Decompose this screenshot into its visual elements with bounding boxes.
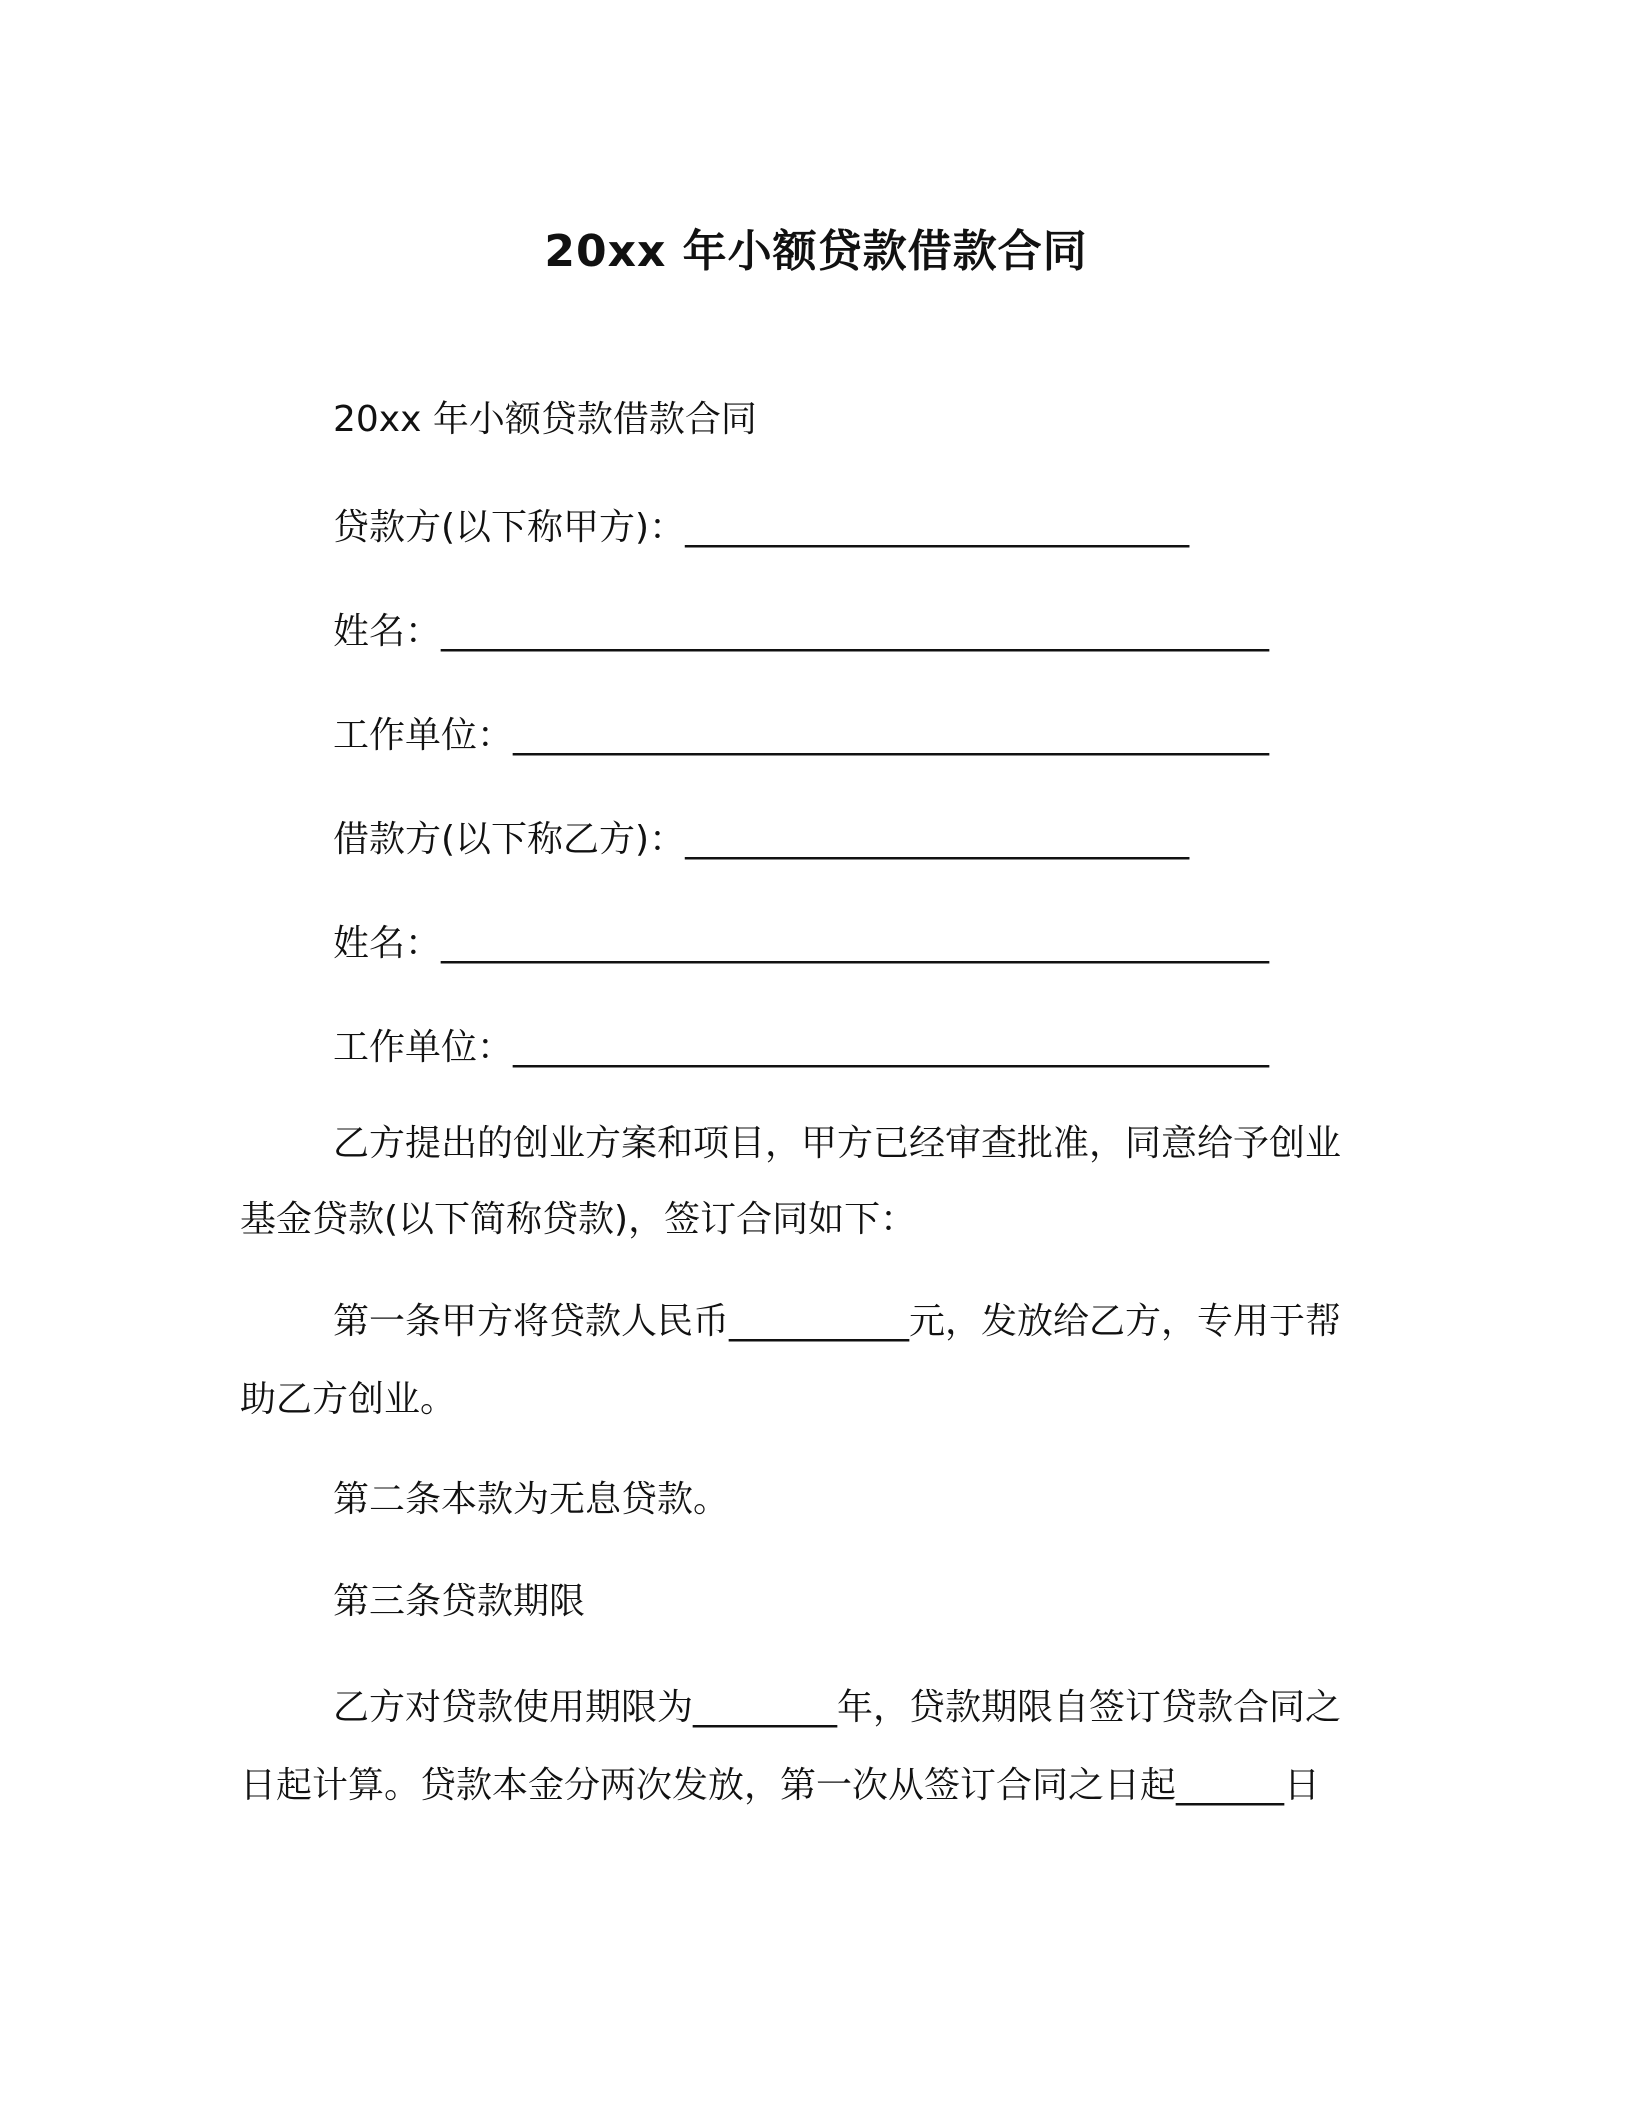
lender-name-line: 姓名：______________________________________________ [333,611,1270,652]
subtitle-line: 20xx 年小额贷款借款合同 [333,399,757,440]
borrower-workplace-line: 工作单位：__________________________________________ [333,1027,1270,1068]
article-1-line-1: 第一条甲方将贷款人民币__________元，发放给乙方，专用于帮 [333,1301,1342,1342]
preamble-line-1: 乙方提出的创业方案和项目，甲方已经审查批准，同意给予创业 [333,1123,1342,1164]
borrower-name-line: 姓名：______________________________________________ [333,923,1270,964]
article-3-line-1: 乙方对贷款使用期限为________年，贷款期限自签订贷款合同之 [333,1687,1342,1728]
lender-workplace-line: 工作单位：__________________________________________ [333,715,1270,756]
document-title: 20xx 年小额贷款借款合同 [544,226,1088,277]
borrower-line: 借款方(以下称乙方)：____________________________ [333,819,1190,860]
preamble-line-2: 基金贷款(以下简称贷款)，签订合同如下： [240,1199,917,1240]
article-1-line-2: 助乙方创业。 [240,1379,457,1420]
article-3-line-2: 日起计算。贷款本金分两次发放，第一次从签订合同之日起______日 [240,1765,1321,1806]
article-3-heading: 第三条贷款期限 [333,1581,586,1622]
lender-line: 贷款方(以下称甲方)：____________________________ [333,507,1190,548]
article-2-line: 第二条本款为无息贷款。 [333,1479,730,1520]
